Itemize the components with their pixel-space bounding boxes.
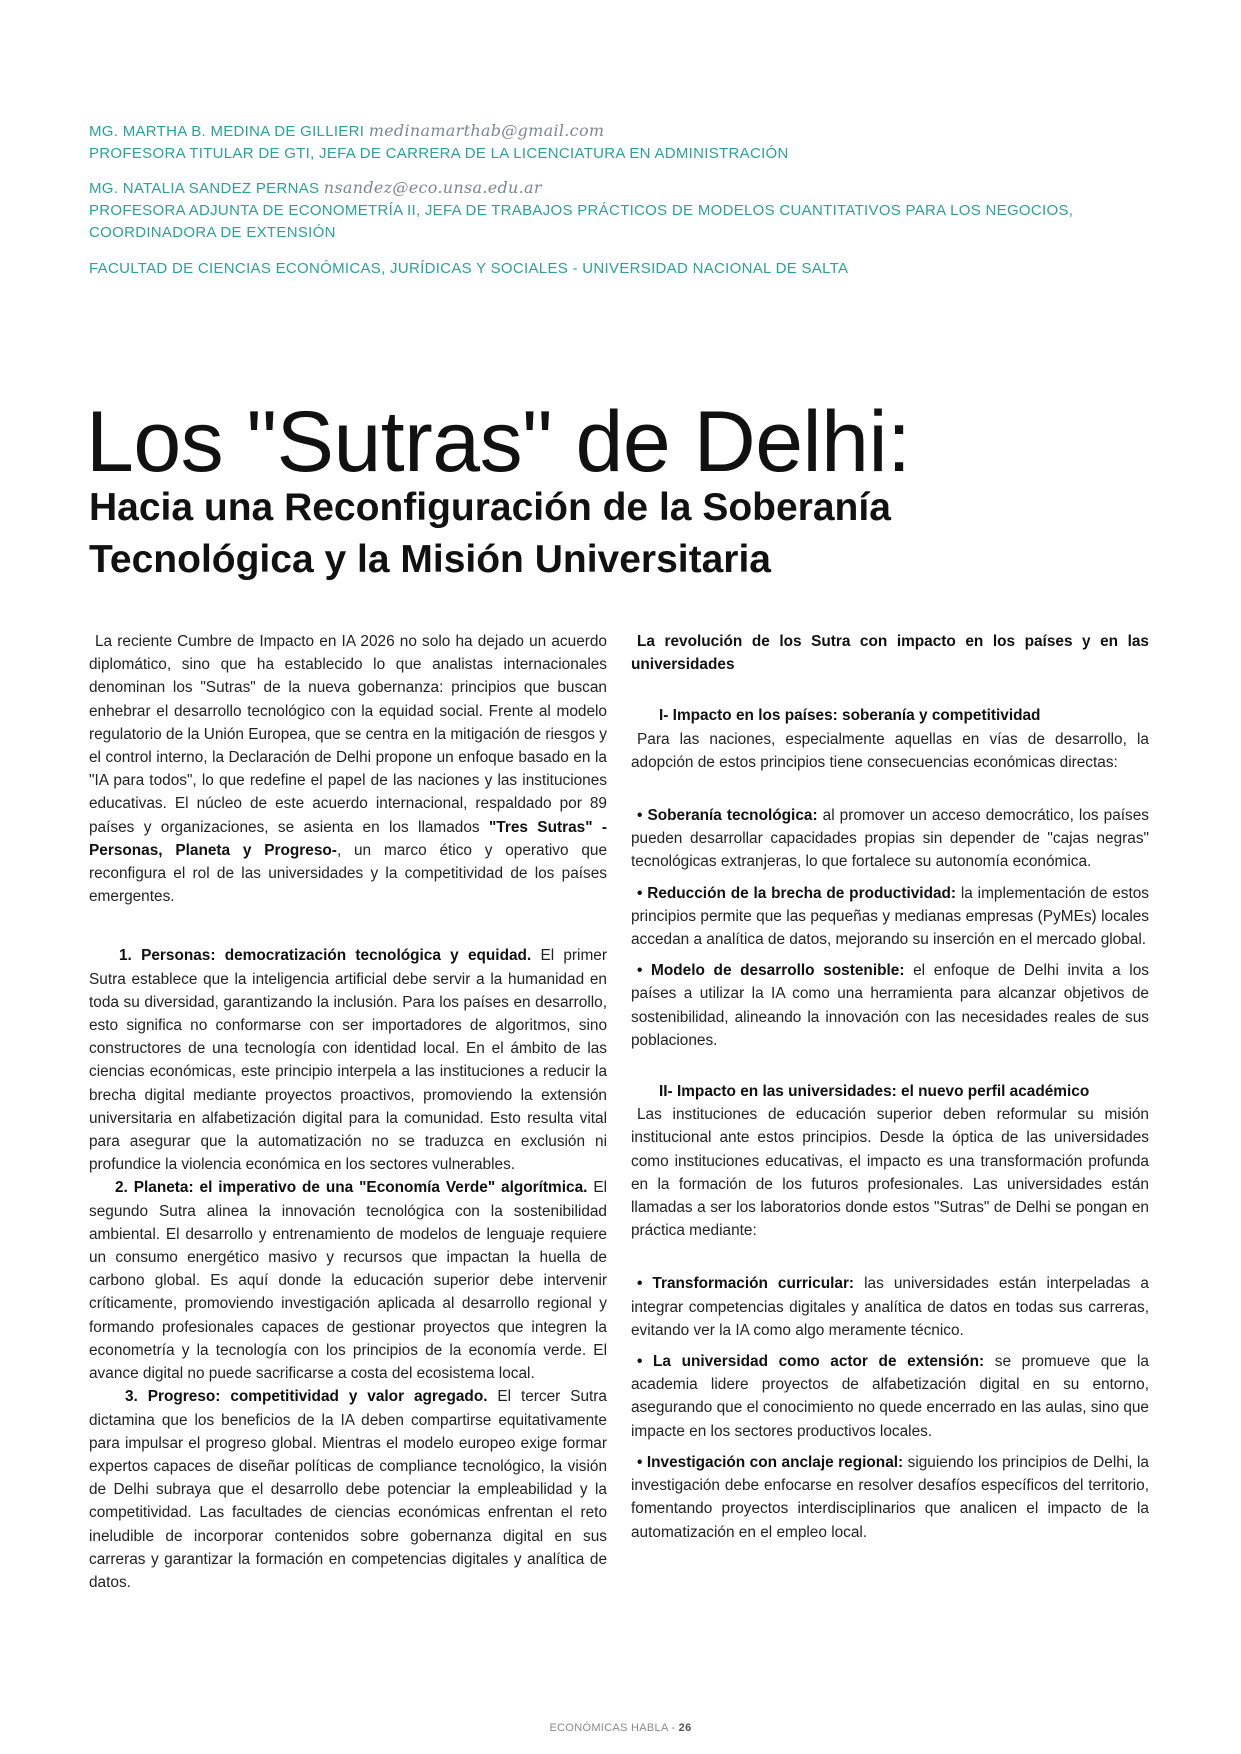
- bullet-brecha: [631, 882, 1149, 952]
- bullet-brecha-body: la implementación de estos principios permite que las pequeñas y medianas empresas (PyMEs) locales accedan a analítica de datos, mejorando su inserción en el mercado global.: [631, 884, 1149, 949]
- author-1-email[interactable]: medinamarthab@gmail.com: [368, 121, 605, 140]
- sutra-2-paragraph: [89, 1176, 607, 1385]
- article-subtitle: Hacia una Reconfiguración de la Soberanía Tecnológica y la Misión Universitaria: [89, 486, 891, 581]
- author-1-line: [89, 120, 1169, 143]
- bullet-soberania: [631, 804, 1149, 874]
- intro-paragraph: [89, 630, 607, 908]
- author-2-name: MG. NATALIA SANDEZ PERNAS: [89, 180, 320, 197]
- article-title: Los "Sutras" de Delhi:: [86, 394, 911, 490]
- page-number: 26: [678, 1722, 692, 1734]
- author-2-line: [89, 177, 1169, 200]
- sutra-3-heading: 3. Progreso: competitividad y valor agregado.: [125, 1388, 488, 1406]
- section-1-heading: I- Impacto en los países: soberanía y competitividad: [659, 707, 1041, 725]
- sutra-2-heading: 2. Planeta: el imperativo de una "Economía Verde" algorítmica.: [115, 1179, 588, 1197]
- sutra-1-heading: 1. Personas: democratización tecnológica y equidad.: [119, 947, 532, 965]
- sutra-3-body: El tercer Sutra dictamina que los beneficios de la IA deben compartirse equitativamente para impulsar el progreso global. Mientras el modelo europeo exige formar expertos capaces de diseñar políticas de compliance tecnológico, la visión de Delhi subraya que el desarrollo debe potenciar la empleabilidad y la competitividad. Las facultades de ciencias económicas enfrentan el reto ineludible de incorporar contenidos sobre gobernanza digital en sus carreras y garantizar la formación en competencias digitales y analítica de datos.: [89, 1388, 607, 1591]
- intro-text-a: La reciente Cumbre de Impacto en IA 2026 no solo ha dejado un acuerdo diplomático, sino que ha establecido lo que analistas internacionales denominan los "Sutras" de la nueva gobernanza: principios que buscan enhebrar el desarrollo tecnológico con la equidad social. Frente al modelo regulatorio de la Unión Europea, que se centra en la mitigación de riesgos y el control interno, la Declaración de Delhi propone un enfoque basado en la "IA para todos", lo que redefine el papel de las naciones y las instituciones educativas. El núcleo de este acuerdo internacional, respaldado por 89 países y organizaciones, se asienta en los llamados: [89, 633, 607, 836]
- bullet-curricular: [631, 1272, 1149, 1342]
- bullet-extension-heading: • La universidad como actor de extensión:: [637, 1353, 985, 1371]
- author-1-name: MG. MARTHA B. MEDINA DE GILLIERI: [89, 123, 365, 140]
- bullet-extension-body: se promueve que la academia lidere proyectos de alfabetización digital en su entorno, asegurando que el conocimiento no quede encerrado en las aulas, sino que impacte en los sectores productivos locales.: [631, 1353, 1149, 1440]
- bullet-investigacion: [631, 1451, 1149, 1544]
- bullet-curricular-body: las universidades están interpeladas a integrar competencias digitales y analítica de datos en todas sus carreras, evitando ver la IA como algo meramente técnico.: [631, 1275, 1149, 1339]
- section-2-heading: II- Impacto en las universidades: el nuevo perfil académico: [659, 1083, 1090, 1101]
- right-heading: [631, 630, 1149, 676]
- left-column: [89, 630, 607, 1594]
- author-2-role-line-2: COORDINADORA DE EXTENSIÓN: [89, 224, 336, 241]
- bullet-modelo-body: el enfoque de Delhi invita a los países a utilizar la IA como una herramienta para alcanzar objetivos de sostenibilidad, alineando la innovación con las necesidades reales de sus poblaciones.: [631, 962, 1149, 1049]
- faculty-affiliation: FACULTAD DE CIENCIAS ECONÓMICAS, JURÍDICAS Y SOCIALES - UNIVERSIDAD NACIONAL DE SALTA: [89, 260, 849, 277]
- bullet-soberania-heading: • Soberanía tecnológica:: [637, 807, 818, 825]
- footer-label: ECONÓMICAS HABLA -: [549, 1722, 679, 1734]
- sutra-3-paragraph: [89, 1385, 607, 1594]
- bullet-brecha-heading: • Reducción de la brecha de productividad:: [637, 884, 957, 902]
- section-1-intro: Para las naciones, especialmente aquellas en vías de desarrollo, la adopción de estos principios tiene consecuencias económicas directas:: [631, 730, 1149, 771]
- author-2-role-line-1: PROFESORA ADJUNTA DE ECONOMETRÍA II, JEFA DE TRABAJOS PRÁCTICOS DE MODELOS CUANTITATIVOS PARA LOS NEGOCIOS,: [89, 202, 1074, 219]
- bullet-soberania-body: al promover un acceso democrático, los países pueden desarrollar capacidades propias sin depender de "cajas negras" tecnológicas extranjeras, lo que fortalece su autonomía económica.: [631, 807, 1149, 871]
- bullet-investigacion-body: siguiendo los principios de Delhi, la investigación debe enfocarse en resolver desafíos específicos del territorio, fomentando proyectos interdisciplinarios que analicen el impacto de la automatización en el empleo local.: [631, 1453, 1149, 1541]
- author-1-role: PROFESORA TITULAR DE GTI, JEFA DE CARRERA DE LA LICENCIATURA EN ADMINISTRACIÓN: [89, 145, 789, 162]
- bullet-curricular-heading: • Transformación curricular:: [637, 1275, 855, 1293]
- bullet-modelo: [631, 959, 1149, 1052]
- sutra-1-body: El primer Sutra establece que la inteligencia artificial debe servir a la humanidad en toda su diversidad, garantizando la inclusión. Para los países en desarrollo, esto significa no conformarse con ser importadores de algoritmos, sino constructores de una tecnología con identidad local. En el ámbito de las ciencias económicas, este principio interpela a las instituciones a reducir la brecha digital mediante proyectos proactivos, promoviendo la extensión universitaria en alfabetización digital para la comunidad. Esto resulta vital para asegurar que la automatización no se traduzca en exclusión ni profundice la violencia económica en los sectores vulnerables.: [89, 947, 607, 1174]
- intro-text-b: , un marco ético y operativo que reconfigura el rol de las universidades y la competitividad de los países emergentes.: [89, 841, 607, 906]
- intro-bold: "Tres Sutras" -Personas, Planeta y Progreso-: [89, 818, 607, 859]
- author-2-email[interactable]: nsandez@eco.unsa.edu.ar: [323, 178, 542, 197]
- right-column: [631, 630, 1149, 1544]
- bullet-investigacion-heading: • Investigación con anclaje regional:: [637, 1453, 904, 1471]
- bullet-modelo-heading: • Modelo de desarrollo sostenible:: [637, 962, 905, 980]
- page-footer: [0, 1722, 1241, 1734]
- section-2-intro: Las instituciones de educación superior deben reformular su misión institucional ante estos principios. Desde la óptica de las universidades como instituciones educativas, el impacto es una transformación profunda en la formación de los futuros profesionales. Las universidades están llamadas a ser los laboratorios donde estos "Sutras" de Delhi se pongan en práctica mediante:: [631, 1106, 1149, 1240]
- bullet-extension: [631, 1350, 1149, 1443]
- sutra-1-paragraph: [89, 944, 607, 1176]
- author-block: [89, 120, 1169, 280]
- right-heading-text: La revolución de los Sutra con impacto en los países y en las universidades: [631, 633, 1149, 674]
- sutra-2-body: El segundo Sutra alinea la innovación tecnológica con la sostenibilidad ambiental. El desarrollo y entrenamiento de modelos de lenguaje requiere un consumo energético masivo y recursos que impactan la huella de carbono global. Es aquí donde la educación superior debe intervenir críticamente, promoviendo investigación aplicada al desarrollo regional y formando profesionales capaces de gestionar proyectos que integren la econometría y la tecnología con los principios de la economía verde. El avance digital no puede sacrificarse a costa del ecosistema local.: [89, 1179, 607, 1383]
